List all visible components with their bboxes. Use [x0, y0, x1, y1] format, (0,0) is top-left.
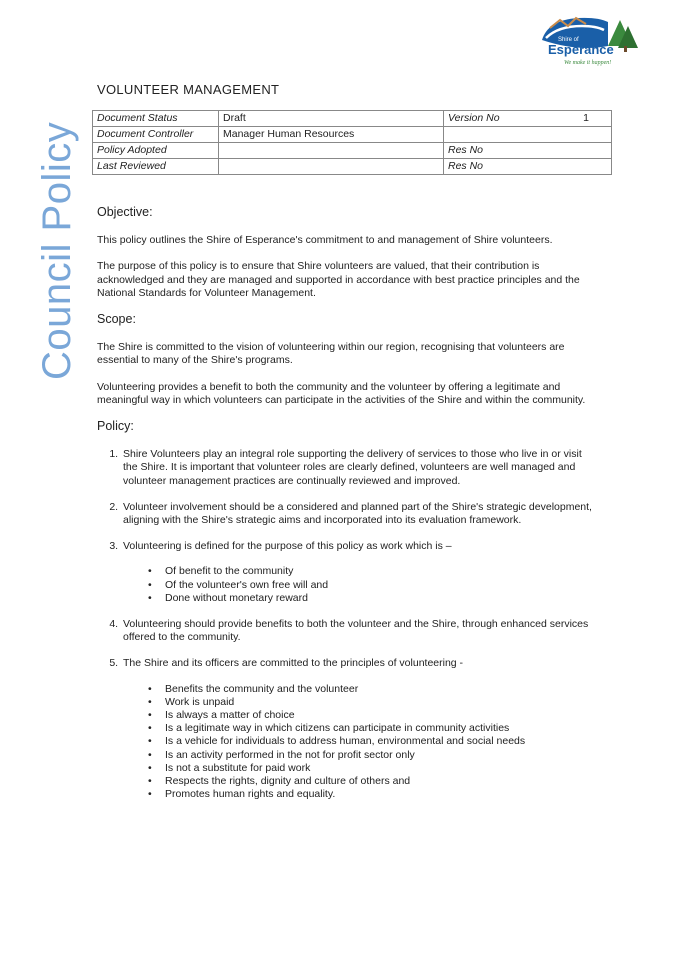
- policy-item-text: Volunteering should provide benefits to both the volunteer and the Shire, through enhanced services offered to the community.: [123, 618, 589, 644]
- svg-text:We make it happen!: We make it happen!: [564, 60, 612, 66]
- policy-item-text: Volunteer involvement should be a considered and planned part of the Shire's strategic development, aligning with the Shire's strategic aims and incorporated into its evaluation framework.: [123, 500, 592, 527]
- meta-value: [219, 159, 444, 175]
- meta-label-2: Res No: [444, 159, 580, 175]
- table-row: [93, 159, 612, 175]
- list-item: • Is always a matter of choice: [165, 709, 592, 722]
- policy-item-text: Shire Volunteers play an integral role supporting the delivery of services to those who live in or visit the Shire. It is important that volunteer roles are clearly defined, volunteers are well managed and volunteer management practices are continually reviewed and improved.: [123, 448, 582, 487]
- objective-paragraph: This policy outlines the Shire of Esperance's commitment to and management of Shire volunteers.: [97, 234, 553, 247]
- scope-paragraph: The Shire is committed to the vision of volunteering within our region, recognising that volunteers are essential to many of the Shire's programs.: [97, 341, 565, 367]
- meta-value-2: [579, 143, 611, 159]
- definition-bullet-list: [123, 565, 592, 605]
- policy-item: [121, 540, 592, 605]
- meta-label: Document Status: [93, 111, 219, 127]
- policy-item-text: The Shire and its officers are committed to the principles of volunteering -: [123, 657, 464, 670]
- table-row: [93, 127, 612, 143]
- council-policy-sidebar-label: Council Policy: [35, 121, 79, 380]
- policy-list: [97, 448, 592, 801]
- meta-label-2: Version No: [444, 111, 580, 127]
- objective-heading: Objective:: [97, 205, 153, 219]
- document-title: VOLUNTEER MANAGEMENT: [97, 82, 280, 97]
- meta-value-2: 1: [579, 111, 611, 127]
- table-row: [93, 111, 612, 127]
- meta-label-2: [444, 127, 580, 143]
- svg-text:Esperance: Esperance: [548, 42, 614, 57]
- policy-item: [121, 501, 592, 527]
- meta-value-2: [579, 127, 611, 143]
- meta-label-2: Res No: [444, 143, 580, 159]
- meta-value: Draft: [219, 111, 444, 127]
- policy-item: [121, 448, 592, 488]
- list-item: • Is not a substitute for paid work: [165, 762, 592, 775]
- document-meta-table: [92, 110, 612, 175]
- list-item: • Of benefit to the community: [165, 565, 592, 578]
- shire-of-esperance-logo: [538, 8, 648, 70]
- list-item: • Of the volunteer's own free will and: [165, 579, 592, 592]
- list-item: • Is a legitimate way in which citizens can participate in community activities: [165, 722, 592, 735]
- meta-value-2: [579, 159, 611, 175]
- policy-item: [121, 657, 592, 801]
- list-item: • Is a vehicle for individuals to address human, environmental and social needs: [165, 735, 592, 748]
- meta-label: Last Reviewed: [93, 159, 219, 175]
- table-row: [93, 143, 612, 159]
- logo-graphic: [538, 8, 648, 70]
- meta-label: Document Controller: [93, 127, 219, 143]
- list-item: • Benefits the community and the volunteer: [165, 683, 592, 696]
- list-item: • Done without monetary reward: [165, 592, 592, 605]
- policy-item: [121, 618, 592, 644]
- svg-text:Shire of: Shire of: [558, 37, 579, 43]
- scope-paragraph: Volunteering provides a benefit to both the community and the volunteer by offering a legitimate and meaningful way in which volunteers can participate in the activities of the Shire and within the community.: [97, 380, 586, 406]
- list-item: • Respects the rights, dignity and culture of others and: [165, 775, 592, 788]
- list-item: • Promotes human rights and equality.: [165, 788, 592, 801]
- scope-heading: Scope:: [97, 312, 136, 327]
- document-body: [97, 206, 592, 815]
- policy-item-text: Volunteering is defined for the purpose of this policy as work which is –: [123, 540, 452, 553]
- meta-value: Manager Human Resources: [219, 127, 444, 143]
- meta-value: [219, 143, 444, 159]
- principles-bullet-list: [123, 683, 592, 802]
- objective-paragraph: The purpose of this policy is to ensure that Shire volunteers are valued, that their contribution is acknowledged and they are managed and supported in accordance with best practice principles and the National Standards for Volunteer Management.: [97, 260, 580, 299]
- list-item: • Work is unpaid: [165, 696, 592, 709]
- meta-label: Policy Adopted: [93, 143, 219, 159]
- list-item: • Is an activity performed in the not for profit sector only: [165, 749, 592, 762]
- policy-heading: Policy:: [97, 419, 134, 434]
